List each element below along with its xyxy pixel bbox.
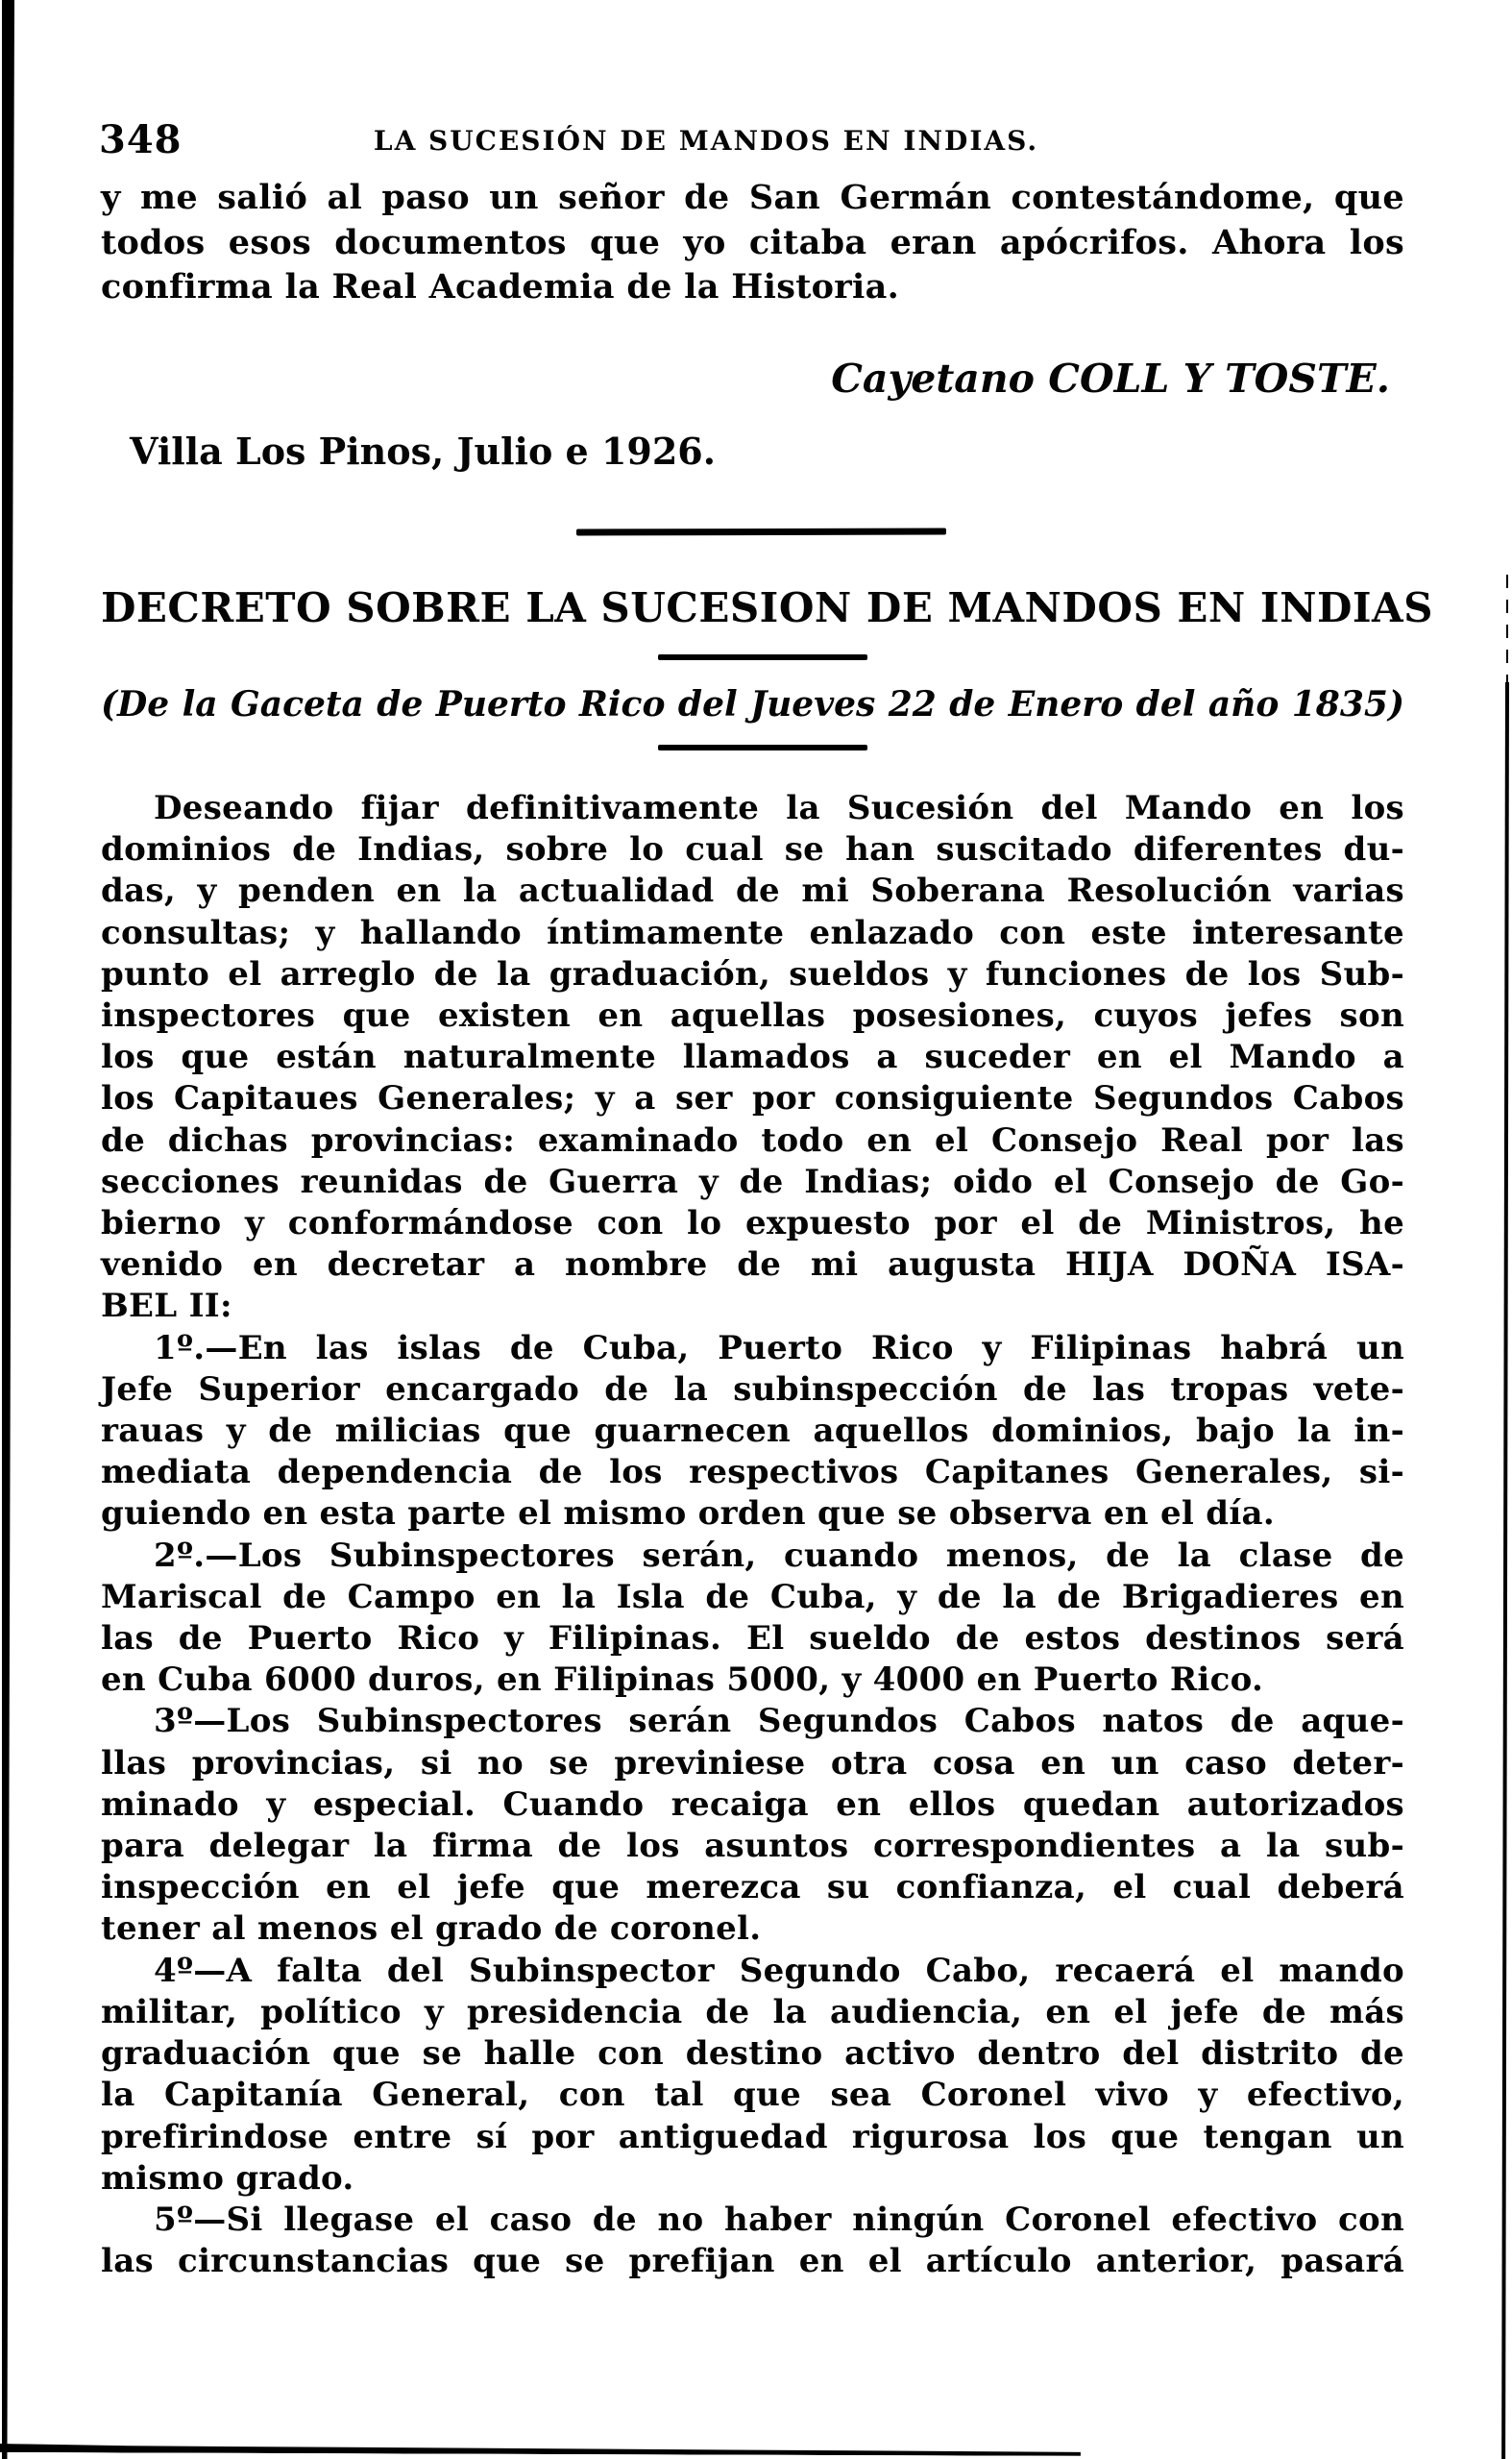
text-line: mismo grado. (101, 2158, 354, 2198)
text-line: rauas y de milicias que guarnecen aquellos dominios, bajo la in- (101, 1412, 1404, 1451)
text-line: BEL II: (101, 1287, 232, 1326)
text-line: tener al menos el grado de coronel. (101, 1909, 762, 1949)
text-line: 4º—A falta del Subinspector Segundo Cabo, recaerá el mando (154, 1951, 1404, 1990)
decree-body (101, 788, 1404, 2282)
right-edge-scan-artifact-faint (1506, 575, 1508, 690)
text-line: los Capitaues Generales; y a ser por consiguiente Segundos Cabos (101, 1079, 1404, 1119)
text-line: 1º.—En las islas de Cuba, Puerto Rico y Filipinas habrá un (154, 1328, 1404, 1367)
text-line: Mariscal de Campo en la Isla de Cuba, y de la de Brigadieres en (101, 1577, 1404, 1616)
text-line: punto el arreglo de la graduación, sueldos y funciones de los Sub- (101, 954, 1404, 994)
text-line: bierno y conformándose con lo expuesto por el de Ministros, he (101, 1204, 1404, 1243)
text-line: inspectores que existen en aquellas posesiones, cuyos jefes son (101, 996, 1404, 1036)
text-line: de dichas provincias: examinado todo en el Consejo Real por las (101, 1120, 1404, 1160)
separator-rule (658, 654, 867, 660)
intro-paragraph (101, 176, 1404, 310)
text-line: dominios de Indias, sobre lo cual se han suscitado diferentes du- (101, 830, 1404, 870)
text-line: graduación que se halle con destino activo dentro del distrito de (101, 2034, 1404, 2074)
right-edge-scan-artifact (1501, 682, 1509, 2459)
text-line: venido en decretar a nombre de mi augusta HIJA DOÑA ISA- (101, 1245, 1404, 1285)
text-line: militar, político y presidencia de la audiencia, en el jefe de más (101, 1992, 1404, 2031)
text-line: secciones reunidas de Guerra y de Indias; oido el Consejo de Go- (101, 1162, 1404, 1201)
separator-rule (658, 745, 867, 750)
text-line: inspección en el jefe que merezca su confianza, el cual deberá (101, 1868, 1404, 1907)
text-line: 5º—Si llegase el caso de no haber ningún Coronel efectivo con (154, 2200, 1404, 2239)
page-number: 348 (99, 117, 183, 162)
text-line: los que están naturalmente llamados a suceder en el Mando a (101, 1038, 1404, 1077)
text-line: confirma la Real Academia de la Historia. (101, 267, 900, 307)
text-line: Deseando fijar definitivamente la Sucesión del Mando en los (154, 789, 1404, 827)
bottom-edge-scan-artifact (0, 2444, 1081, 2456)
text-line: llas provincias, si no se previniese otra cosa en un caso deter- (101, 1743, 1404, 1783)
separator-rule (576, 528, 946, 535)
text-line: das, y penden en la actualidad de mi Soberana Resolución varias (101, 872, 1404, 911)
left-edge-scan-artifact (2, 0, 14, 2459)
text-line: la Capitanía General, con tal que sea Coronel vivo y efectivo, (101, 2076, 1404, 2115)
text-line: minado y especial. Cuando recaiga en ellos quedan autorizados (101, 1784, 1404, 1824)
signature: Cayetano COLL Y TOSTE. (831, 356, 1390, 402)
text-line: consultas; y hallando íntimamente enlazado con este interesante (101, 913, 1404, 952)
text-line: todos esos documentos que yo citaba eran apócrifos. Ahora los (101, 222, 1404, 262)
text-line: y me salió al paso un señor de San Germán contestándome, que (101, 178, 1404, 217)
text-line: prefirindose entre sí por antiguedad rigurosa los que tengan un (101, 2117, 1404, 2156)
decree-title: DECRETO SOBRE LA SUCESION DE MANDOS EN INDIAS (101, 584, 1433, 631)
dateline: Villa Los Pinos, Julio e 1926. (130, 430, 716, 473)
text-line: mediata dependencia de los respectivos Capitanes Generales, si- (101, 1453, 1404, 1492)
text-line: las de Puerto Rico y Filipinas. El sueldo de estos destinos será (101, 1619, 1404, 1659)
text-line: las circunstancias que se prefijan en el artículo anterior, pasará (101, 2242, 1404, 2281)
text-line: Jefe Superior encargado de la subinspección de las tropas vete- (101, 1369, 1404, 1409)
text-line: en Cuba 6000 duros, en Filipinas 5000, y 4000 en Puerto Rico. (101, 1660, 1264, 1700)
text-line: para delegar la firma de los asuntos correspondientes a la sub- (101, 1827, 1404, 1866)
text-line: 2º.—Los Subinspectores serán, cuando menos, de la clase de (154, 1536, 1404, 1575)
decree-source-line: (De la Gaceta de Puerto Rico del Jueves 22 de Enero del año 1835) (101, 684, 1404, 725)
text-line: 3º—Los Subinspectores serán Segundos Cabos natos de aque- (154, 1702, 1404, 1741)
text-line: guiendo en esta parte el mismo orden que se observa en el día. (101, 1494, 1275, 1534)
running-title: LA SUCESIÓN DE MANDOS EN INDIAS. (373, 125, 1039, 157)
